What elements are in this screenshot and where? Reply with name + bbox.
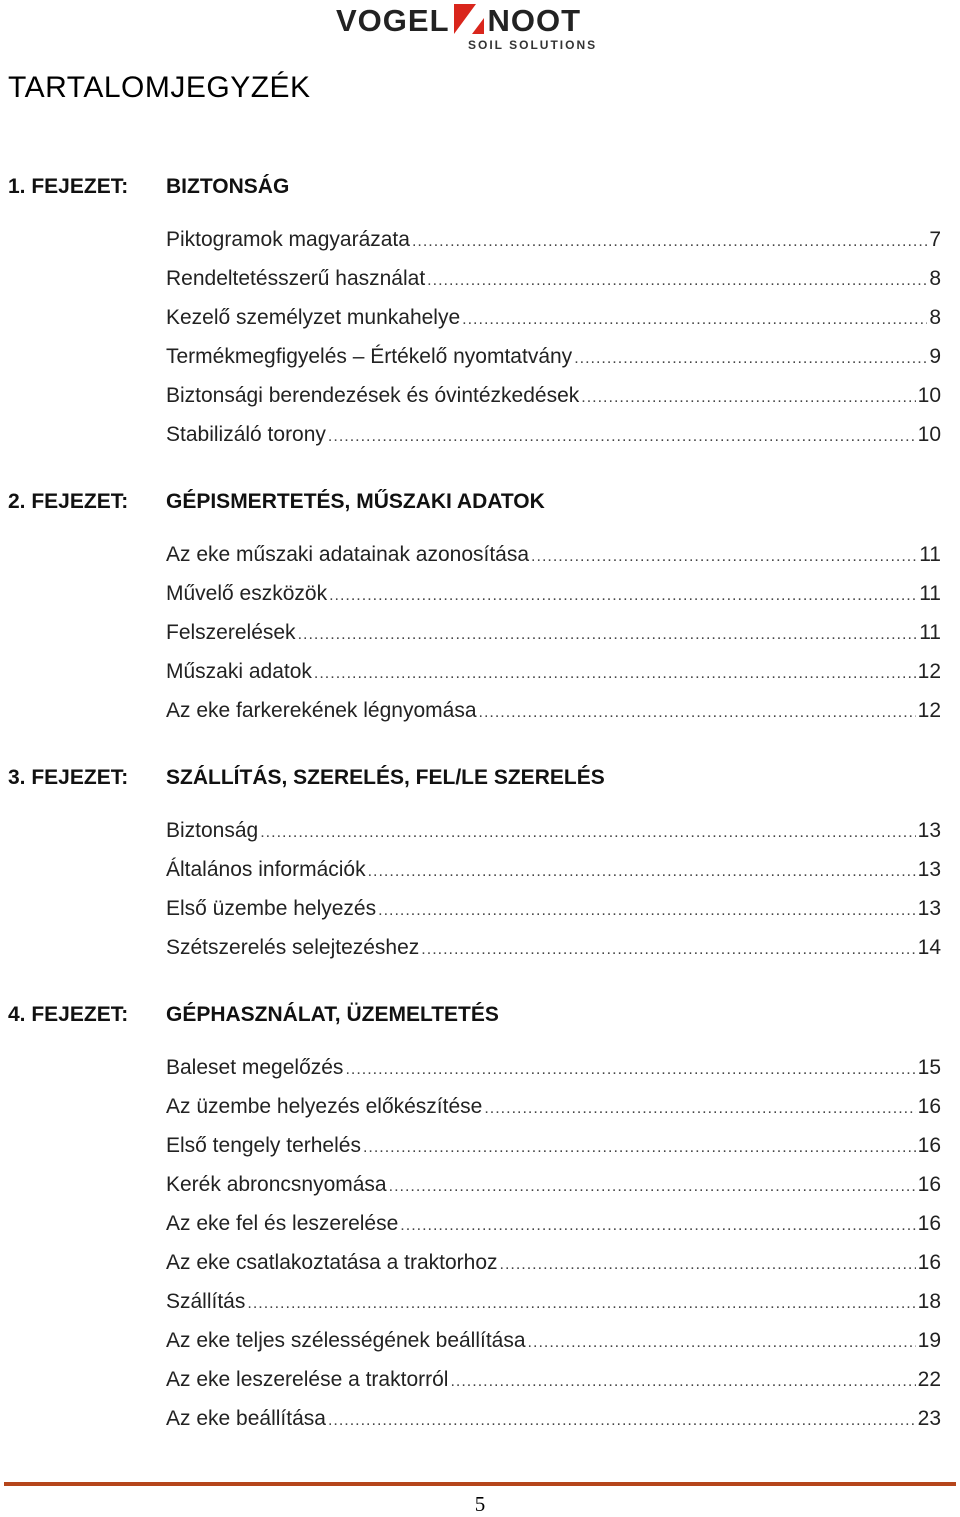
page-number: 5: [474, 1492, 486, 1516]
toc-leader-dots: [329, 581, 917, 611]
toc-entry-label: Biztonsági berendezések és óvintézkedések: [166, 384, 580, 407]
chapter-title: GÉPHASZNÁLAT, ÜZEMELTETÉS: [166, 1003, 499, 1026]
toc-entry[interactable]: [166, 1287, 941, 1317]
toc-page-number: 10: [917, 384, 941, 407]
toc-page-number: 11: [919, 582, 941, 605]
toc-leader-dots: [247, 1289, 915, 1319]
toc-page-number: 19: [917, 1329, 941, 1352]
toc-entry-label: Művelő eszközök: [166, 582, 328, 605]
toc-entry[interactable]: [166, 540, 941, 570]
toc-entry[interactable]: [166, 381, 941, 411]
toc-leader-dots: [479, 698, 916, 728]
toc-entry[interactable]: [166, 342, 941, 372]
toc-page-number: 8: [929, 306, 941, 329]
toc-entry-label: Rendeltetésszerű használat: [166, 267, 426, 290]
toc-entry[interactable]: [166, 264, 941, 294]
chapter-title: SZÁLLÍTÁS, SZERELÉS, FEL/LE SZERELÉS: [166, 766, 605, 789]
toc-page-number: 12: [917, 699, 941, 722]
toc-entry-label: Az eke fel és leszerelése: [166, 1212, 399, 1235]
toc-leader-dots: [368, 857, 916, 887]
toc-page-number: 12: [917, 660, 941, 683]
toc-entry[interactable]: [166, 894, 941, 924]
toc-leader-dots: [450, 1367, 915, 1397]
toc-entry[interactable]: [166, 933, 941, 963]
toc-leader-dots: [328, 422, 916, 452]
toc-entry-label: Szállítás: [166, 1290, 246, 1313]
toc-leader-dots: [412, 227, 927, 257]
page-title: TARTALOMJEGYZÉK: [8, 71, 311, 104]
toc-page-number: 11: [919, 621, 941, 644]
toc-entry-label: Piktogramok magyarázata: [166, 228, 410, 251]
toc-leader-dots: [574, 344, 927, 374]
toc-entry-label: Kezelő személyzet munkahelye: [166, 306, 461, 329]
toc-leader-dots: [421, 935, 915, 965]
brand-tagline: SOIL SOLUTIONS: [468, 38, 598, 52]
toc-leader-dots: [400, 1211, 915, 1241]
toc-entry[interactable]: [166, 225, 941, 255]
brand-mark-icon: [454, 4, 484, 34]
brand-logo: [330, 0, 630, 58]
toc-page-number: 16: [917, 1095, 941, 1118]
toc-entry[interactable]: [166, 1092, 941, 1122]
chapter-title: BIZTONSÁG: [166, 175, 290, 198]
toc-entry-label: Biztonság: [166, 819, 259, 842]
toc-entry-label: Műszaki adatok: [166, 660, 312, 683]
toc-entry[interactable]: [166, 1404, 941, 1434]
toc-leader-dots: [328, 1406, 916, 1436]
brand-right-text: NOOT: [487, 3, 582, 38]
toc-leader-dots: [500, 1250, 916, 1280]
toc-entry[interactable]: [166, 1131, 941, 1161]
toc-entry-label: Szétszerelés selejtezéshez: [166, 936, 420, 959]
toc-leader-dots: [314, 659, 916, 689]
toc-entry[interactable]: [166, 1209, 941, 1239]
toc-entry[interactable]: [166, 1365, 941, 1395]
toc-entry-label: Stabilizáló torony: [166, 423, 326, 446]
toc-entry-label: Az eke műszaki adatainak azonosítása: [166, 543, 530, 566]
toc-page-number: 23: [917, 1407, 941, 1430]
toc-entry[interactable]: [166, 579, 941, 609]
toc-page-number: 16: [917, 1134, 941, 1157]
toc-page-number: 11: [919, 543, 941, 566]
toc-page-number: 22: [917, 1368, 941, 1391]
toc-leader-dots: [427, 266, 927, 296]
toc-entry-label: Termékmegfigyelés – Értékelő nyomtatvány: [166, 345, 573, 368]
chapter-number: 1. FEJEZET:: [8, 175, 129, 198]
toc-leader-dots: [363, 1133, 916, 1163]
toc-leader-dots: [528, 1328, 916, 1358]
toc-page-number: 13: [917, 858, 941, 881]
toc-page-number: 16: [917, 1212, 941, 1235]
toc-entry-label: Felszerelések: [166, 621, 296, 644]
toc-entry-label: Az eke beállítása: [166, 1407, 326, 1430]
toc-entry[interactable]: [166, 1248, 941, 1278]
toc-page-number: 7: [929, 228, 941, 251]
toc-entry-label: Az eke csatlakoztatása a traktorhoz: [166, 1251, 498, 1274]
toc-entry-label: Első tengely terhelés: [166, 1134, 361, 1157]
toc-leader-dots: [345, 1055, 915, 1085]
toc-entry-label: Kerék abroncsnyomása: [166, 1173, 387, 1196]
toc-leader-dots: [389, 1172, 916, 1202]
toc-entry[interactable]: [166, 303, 941, 333]
toc-leader-dots: [531, 542, 917, 572]
toc-leader-dots: [298, 620, 918, 650]
toc-page-number: 14: [917, 936, 941, 959]
toc-page-number: 16: [917, 1251, 941, 1274]
brand-left-text: VOGEL: [336, 3, 450, 38]
chapter-number: 4. FEJEZET:: [8, 1003, 129, 1026]
toc-entry[interactable]: [166, 1053, 941, 1083]
toc-entry[interactable]: [166, 1170, 941, 1200]
toc-entry[interactable]: [166, 816, 941, 846]
toc-entry[interactable]: [166, 657, 941, 687]
toc-entry-label: Az eke leszerelése a traktorról: [166, 1368, 449, 1391]
chapter-title: GÉPISMERTETÉS, MŰSZAKI ADATOK: [166, 490, 545, 513]
toc-entry-label: Az üzembe helyezés előkészítése: [166, 1095, 483, 1118]
toc-entry-label: Az eke farkerekének légnyomása: [166, 699, 477, 722]
toc-entry-label: Az eke teljes szélességének beállítása: [166, 1329, 526, 1352]
toc-page-number: 16: [917, 1173, 941, 1196]
toc-page-number: 15: [917, 1056, 941, 1079]
toc-leader-dots: [378, 896, 916, 926]
toc-entry[interactable]: [166, 696, 941, 726]
toc-page-number: 10: [917, 423, 941, 446]
toc-entry-label: Első üzembe helyezés: [166, 897, 377, 920]
footer-rule: [4, 1482, 956, 1486]
toc-leader-dots: [462, 305, 927, 335]
chapter-number: 2. FEJEZET:: [8, 490, 129, 513]
chapter-number: 3. FEJEZET:: [8, 766, 129, 789]
toc-leader-dots: [484, 1094, 915, 1124]
toc-entry[interactable]: [166, 420, 941, 450]
toc-page-number: 18: [917, 1290, 941, 1313]
toc-entry-label: Általános információk: [166, 858, 366, 881]
toc-page-number: 9: [929, 345, 941, 368]
toc-page-number: 13: [917, 819, 941, 842]
toc-leader-dots: [581, 383, 915, 413]
toc-entry[interactable]: [166, 1326, 941, 1356]
toc-page-number: 8: [929, 267, 941, 290]
brand-wordmark: [336, 4, 581, 37]
toc-entry-label: Baleset megelőzés: [166, 1056, 344, 1079]
toc-entry[interactable]: [166, 618, 941, 648]
toc-page-number: 13: [917, 897, 941, 920]
toc-leader-dots: [260, 818, 915, 848]
toc-entry[interactable]: [166, 855, 941, 885]
